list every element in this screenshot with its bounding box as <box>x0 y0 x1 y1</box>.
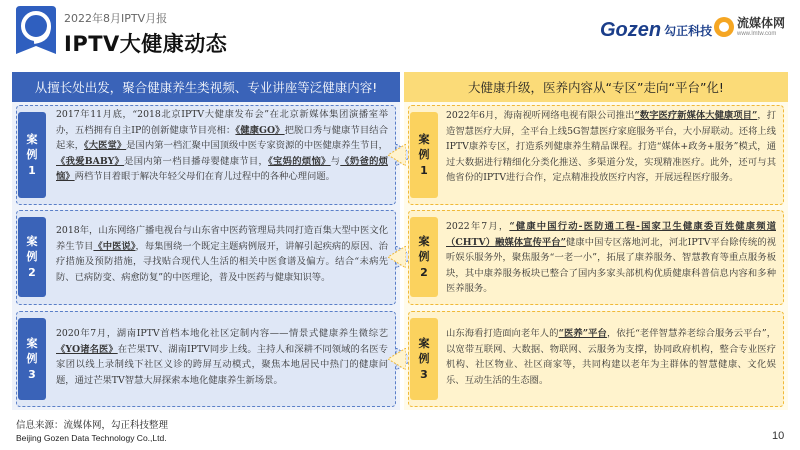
page-number: 10 <box>772 430 785 442</box>
left-case-2-text: 2018年，山东网络广播电视台与山东省中医药管理局共同打造百集大型中医文化养生节目《中医说》，每集围绕一个既定主题病例展开，讲解引起疾病的原因、治疗措施及预防措施，寻找贴合现代人生活的相关中医食谱及偏方。结合“未病先防、已病防变、病愈防复”的中医理论，普及中医药与健康知识等。 <box>56 225 388 283</box>
lmt-logo-icon <box>714 17 734 37</box>
right-column-banner: 大健康升级，医养内容从“专区”走向“平台”化! <box>404 72 788 102</box>
arrow-left-icon <box>388 246 406 268</box>
right-case-3-tab: 案 例 3 <box>410 318 438 400</box>
gozen-brand: Gozen <box>600 18 662 41</box>
arrow-left-icon <box>388 144 406 166</box>
gozen-cn-name: 勾正科技 <box>664 23 713 38</box>
page-title: IPTV大健康动态 <box>64 32 228 56</box>
left-case-1-text: 2017年11月底，“2018北京IPTV大健康发布会”在北京新媒体集团演播室举办，五档拥有自主IP的创新健康节目亮相：《健康GO》把脱口秀与健康节目结合起来，《大医堂》是国内第一档汇聚中国顶级中医专家资源的中医健康养生节目，《我爱BABY》是国内第一档目播母婴健康节目，《宝妈的烦恼》与《奶爸的烦恼》两档节目着眼于解决年轻父母们在育儿过程中的各种心理问题。 <box>56 109 388 183</box>
company-name: Beijing Gozen Data Technology Co.,Ltd. <box>16 433 167 443</box>
left-case-3-text: 2020年7月，湖南IPTV首档本地化社区定制内容——情景式健康养生微综艺《YO诸名医》在芒果TV、湖南IPTV同步上线。主持人和深耕不同领域的名医专家团以线上录制线下社区义诊的跨屏互动模式，聚焦本地居民中热门的健康问题，通过芒果TV智慧大屏探索本地化健康养生新场景。 <box>56 328 388 386</box>
source-note: 信息来源：流媒体网，勾正科技整理 <box>16 420 169 431</box>
left-column-banner: 从擅长处出发，聚合健康养生类视频、专业讲座等泛健康内容! <box>12 72 400 102</box>
right-case-3-text: 山东海看打造面向老年人的“医养”平台，依托“老伴智慧养老综合服务云平台”，以宽带互联网、大数据、物联网、云服务为支撑，协同政府机构，整合专业医疗机构、社区物业、社区商家等，共同构建以老年为主群体的智慧健康、文化娱乐、互动生活的生态圈。 <box>446 328 776 386</box>
left-case-2-tab: 案 例 2 <box>18 217 46 297</box>
arrow-left-icon <box>388 348 406 370</box>
gozen-logo <box>600 19 712 41</box>
right-case-1-tab: 案 例 1 <box>410 112 438 198</box>
gozen-g-logo-icon <box>16 6 56 54</box>
left-case-3-tab: 案 例 3 <box>18 318 46 400</box>
right-case-2-text: 2022年7月，“健康中国行动-医防通工程-国家卫生健康委百姓健康频道（CHTV）融媒体宣传平台”健康中国专区落地河北，河北IPTV平台除传统的视听娱乐服务外，聚焦服务“一老一小”，拓展了康养服务、智慧教育等重点服务板块，其中康养服务板块已整合了国内多家头部机构优质健康科普信息内容和多种医养服务。 <box>446 221 777 295</box>
lmt-name: 流媒体网 <box>737 16 786 30</box>
lmt-logo <box>714 17 785 37</box>
right-case-1-text: 2022年6月，海南视听网络电视有限公司推出“数字医疗新媒体大健康项目”，打造智慧医疗大屏，全平台上线5G智慧医疗家庭服务平台，大小屏联动。还将上线IPTV康养专区，打造系列健康养生精品课程。打造“媒体+政务+服务”模式，通过大数据进行精细化分类化推送、多渠道分发，实现精准医疗。此外，还可与其他省份的IPTV进行合作，定点精准投放医疗内容，开展远程医疗服务。 <box>446 110 776 184</box>
left-case-1-tab: 案 例 1 <box>18 112 46 198</box>
right-case-2-tab: 案 例 2 <box>410 217 438 297</box>
report-label: 2022年8月IPTV月报 <box>64 12 168 25</box>
lmt-url: www.lmtw.com <box>737 31 777 37</box>
